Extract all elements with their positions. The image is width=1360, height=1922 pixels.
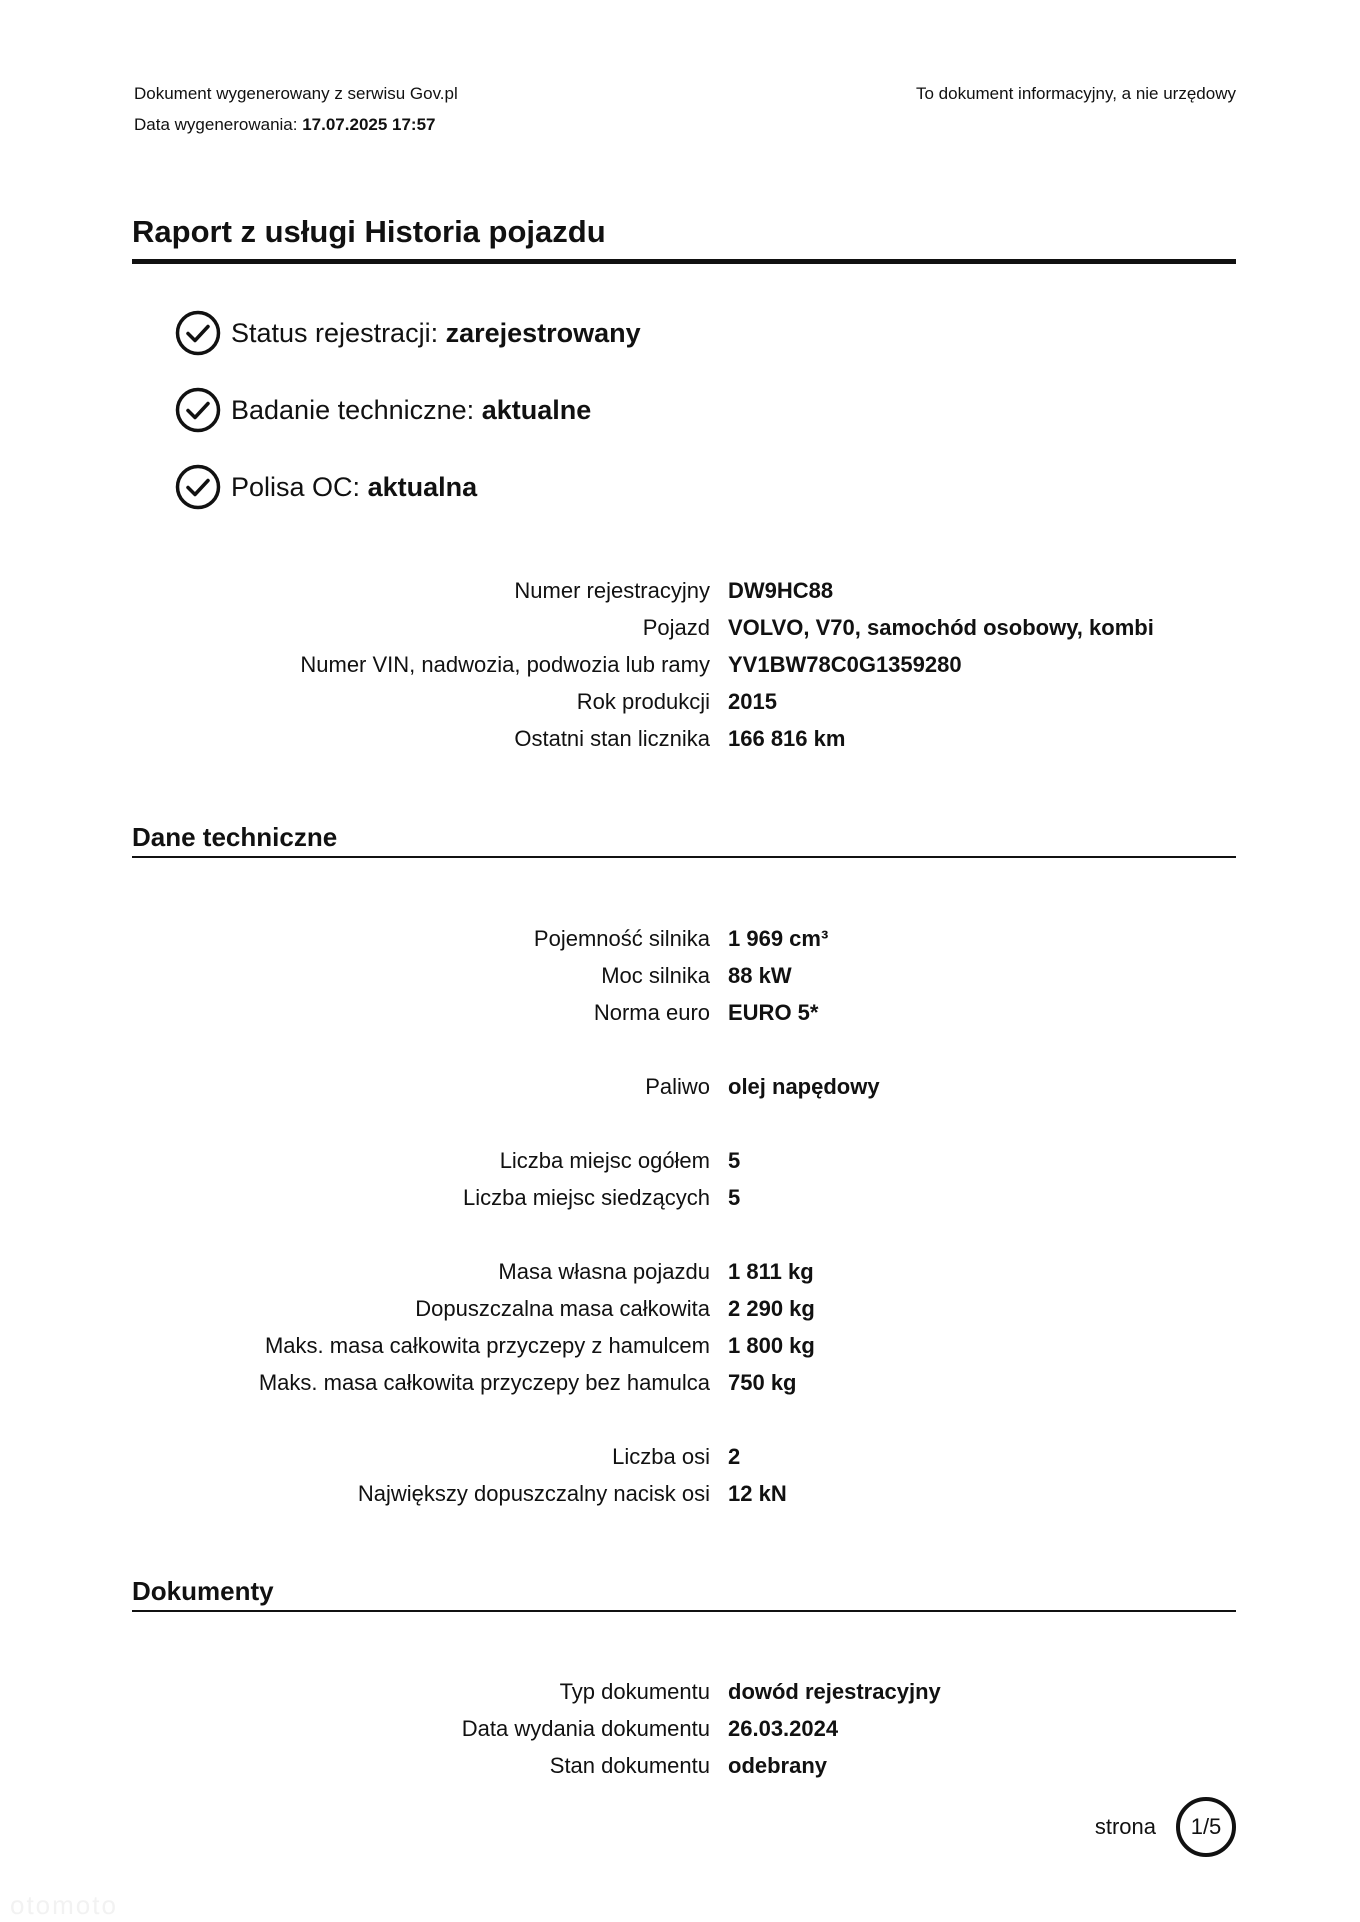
document-value: dowód rejestracyjny — [728, 1679, 941, 1704]
status-value: aktualne — [481, 394, 592, 425]
status-text — [231, 395, 591, 426]
technical-label: Pojemność silnika — [533, 926, 710, 951]
status-label: Badanie techniczne: — [231, 394, 475, 425]
technical-label: Największy dopuszczalny nacisk osi — [357, 1481, 710, 1506]
technical-row — [0, 1327, 1360, 1364]
technical-label: Liczba miejsc siedzących — [463, 1185, 710, 1210]
technical-value: 5 — [728, 1185, 741, 1210]
technical-row — [0, 1475, 1360, 1512]
page-label: strona — [1094, 1814, 1156, 1839]
check-circle-icon — [175, 387, 221, 433]
technical-value: olej napędowy — [728, 1074, 880, 1099]
status-text — [231, 472, 477, 503]
vehicle-row — [0, 720, 1360, 757]
technical-value: 12 kN — [728, 1481, 787, 1506]
technical-row — [0, 920, 1360, 957]
header-left — [134, 78, 458, 140]
document-value: 26.03.2024 — [728, 1716, 839, 1741]
technical-label: Dopuszczalna masa całkowita — [415, 1296, 710, 1321]
section-divider — [132, 856, 1236, 858]
section-title-technical: Dane techniczne — [132, 822, 338, 852]
technical-label: Liczba miejsc ogółem — [499, 1148, 710, 1173]
technical-value: 5 — [728, 1148, 741, 1173]
vehicle-value: VOLVO, V70, samochód osobowy, kombi — [728, 615, 1154, 640]
check-circle-icon — [175, 464, 221, 510]
technical-value: 1 969 cm³ — [728, 926, 829, 951]
generated-label: Data wygenerowania: — [134, 115, 298, 134]
vehicle-row — [0, 683, 1360, 720]
vehicle-row — [0, 646, 1360, 683]
technical-value: 1 800 kg — [728, 1333, 815, 1358]
technical-row — [0, 1253, 1360, 1290]
status-text — [231, 318, 641, 349]
technical-row — [0, 1290, 1360, 1327]
technical-row — [0, 1438, 1360, 1475]
vehicle-value: 2015 — [728, 689, 777, 714]
technical-label: Masa własna pojazdu — [498, 1259, 710, 1284]
generated-value: 17.07.2025 17:57 — [302, 115, 436, 134]
source-label: Dokument wygenerowany z serwisu Gov.pl — [134, 84, 458, 103]
vehicle-row — [0, 572, 1360, 609]
status-inspection — [175, 387, 591, 433]
technical-value: 750 kg — [728, 1370, 797, 1395]
generated-date-line — [134, 109, 458, 140]
technical-row — [0, 994, 1360, 1031]
technical-row — [0, 1364, 1360, 1401]
status-label: Status rejestracji: — [231, 317, 439, 348]
status-label: Polisa OC: — [231, 471, 361, 502]
document-row — [0, 1710, 1360, 1747]
technical-value: 2 — [728, 1444, 741, 1469]
vehicle-value: 166 816 km — [728, 726, 846, 751]
technical-value: EURO 5* — [728, 1000, 819, 1025]
status-insurance — [175, 464, 477, 510]
technical-label: Liczba osi — [612, 1444, 710, 1469]
status-registration — [175, 310, 641, 356]
technical-label: Maks. masa całkowita przyczepy bez hamulca — [258, 1370, 710, 1395]
section-divider — [132, 1610, 1236, 1612]
page-number: 1/5 — [1190, 1814, 1222, 1839]
technical-value: 2 290 kg — [728, 1296, 815, 1321]
technical-value: 1 811 kg — [728, 1259, 814, 1284]
technical-row — [0, 1179, 1360, 1216]
document-label: Typ dokumentu — [559, 1679, 710, 1704]
technical-label: Maks. masa całkowita przyczepy z hamulcem — [264, 1333, 710, 1358]
vehicle-label: Ostatni stan licznika — [514, 726, 710, 751]
watermark-logo: otomoto — [10, 1890, 118, 1920]
technical-label: Moc silnika — [601, 963, 710, 988]
document-row — [0, 1747, 1360, 1784]
vehicle-label: Numer rejestracyjny — [514, 578, 710, 603]
vehicle-label: Pojazd — [642, 615, 710, 640]
page-number-badge — [1176, 1797, 1236, 1857]
status-value: aktualna — [367, 471, 478, 502]
technical-label: Norma euro — [593, 1000, 710, 1025]
vehicle-value: YV1BW78C0G1359280 — [728, 652, 962, 677]
technical-label: Paliwo — [645, 1074, 710, 1099]
vehicle-value: DW9HC88 — [728, 578, 834, 603]
status-value: zarejestrowany — [445, 317, 641, 348]
document-row — [0, 1673, 1360, 1710]
check-circle-icon — [175, 310, 221, 356]
vehicle-row — [0, 609, 1360, 646]
disclaimer: To dokument informacyjny, a nie urzędowy — [915, 84, 1236, 103]
title-divider — [132, 259, 1236, 264]
technical-row — [0, 1068, 1360, 1105]
vehicle-label: Numer VIN, nadwozia, podwozia lub ramy — [300, 652, 710, 677]
document-label: Data wydania dokumentu — [461, 1716, 710, 1741]
technical-row — [0, 957, 1360, 994]
document-label: Stan dokumentu — [549, 1753, 710, 1778]
section-title-documents: Dokumenty — [132, 1576, 274, 1606]
document-value: odebrany — [728, 1753, 828, 1778]
vehicle-label: Rok produkcji — [576, 689, 710, 714]
technical-value: 88 kW — [728, 963, 792, 988]
report-title: Raport z usługi Historia pojazdu — [132, 214, 606, 249]
page-indicator — [1095, 1794, 1236, 1860]
technical-row — [0, 1142, 1360, 1179]
